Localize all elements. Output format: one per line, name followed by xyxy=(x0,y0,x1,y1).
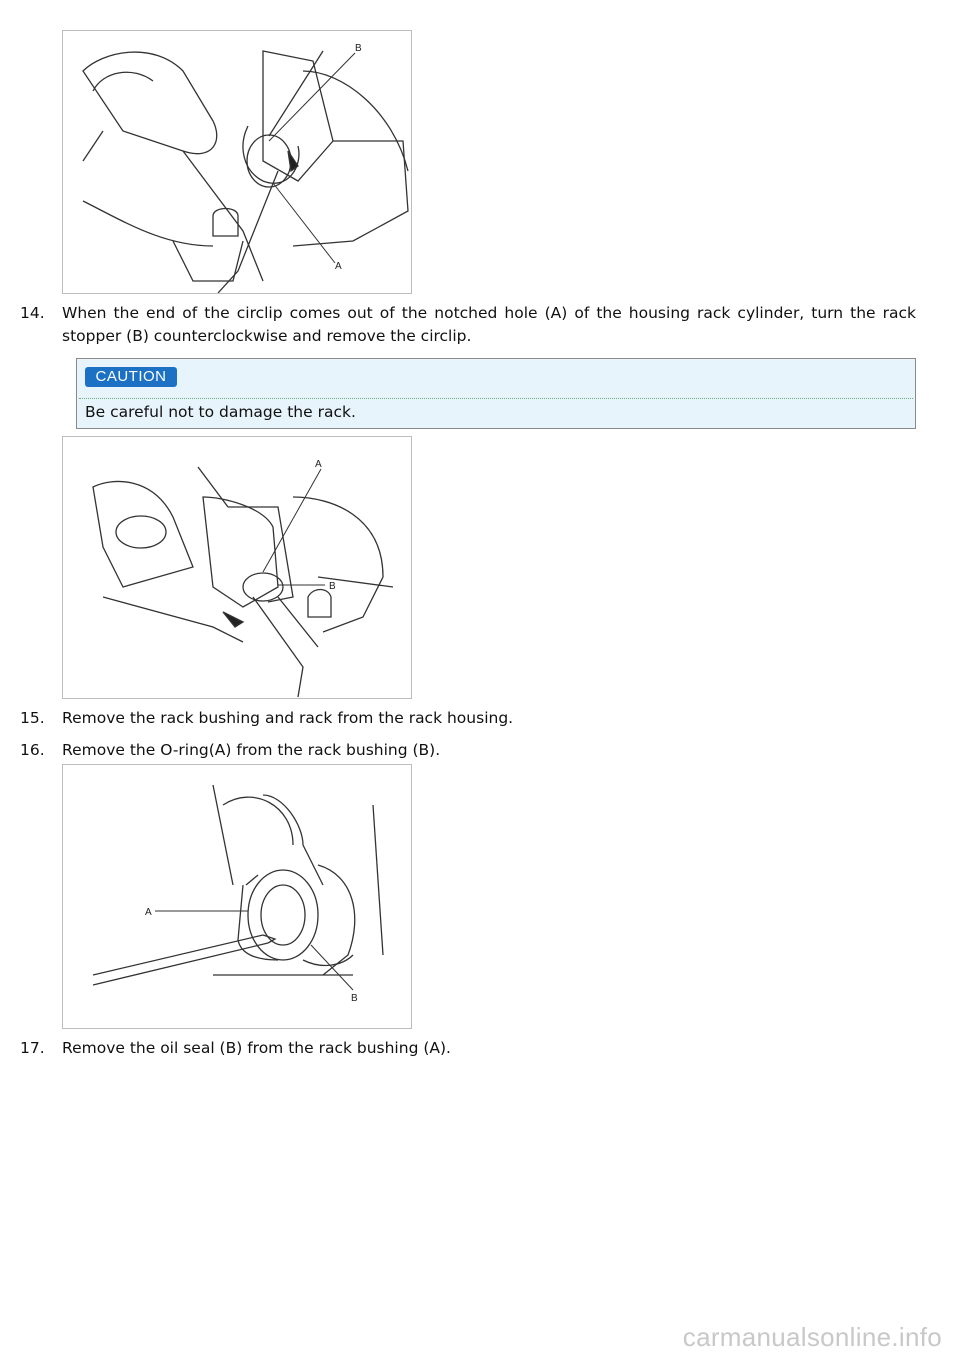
figure-label-a: A xyxy=(335,261,342,272)
site-watermark: carmanualsonline.info xyxy=(682,1322,942,1352)
step-text: When the end of the circlip comes out of the notched hole (A) of the housing rack cylinder, turn the rack stopper (B) counterclockwise and remove the circlip. xyxy=(62,304,916,345)
illustration-o-ring-bushing xyxy=(63,765,411,1028)
caution-box xyxy=(76,358,916,429)
figure-rack-stopper xyxy=(62,436,412,699)
step-text: Remove the oil seal (B) from the rack bushing (A). xyxy=(62,1039,451,1057)
figure-label-a: A xyxy=(145,907,152,918)
step-number: 16. xyxy=(20,741,45,759)
step-text: Remove the O-ring(A) from the rack bushing (B). xyxy=(62,741,441,759)
caution-badge: CAUTION xyxy=(85,367,177,387)
figure-circlip-removal xyxy=(62,30,412,294)
figure-o-ring xyxy=(62,764,412,1029)
step-number: 15. xyxy=(20,709,45,727)
step-text: Remove the rack bushing and rack from the rack housing. xyxy=(62,709,514,727)
figure-label-b: B xyxy=(329,581,336,592)
caution-divider xyxy=(79,398,913,399)
illustration-rack-stopper xyxy=(63,437,411,698)
step-number: 17. xyxy=(20,1039,45,1057)
figure-label-a: A xyxy=(315,459,322,470)
step-number: 14. xyxy=(20,304,45,322)
illustration-circlip-housing xyxy=(63,31,411,293)
caution-message: Be careful not to damage the rack. xyxy=(85,403,356,421)
figure-label-b: B xyxy=(351,993,358,1004)
figure-label-b: B xyxy=(355,43,362,54)
